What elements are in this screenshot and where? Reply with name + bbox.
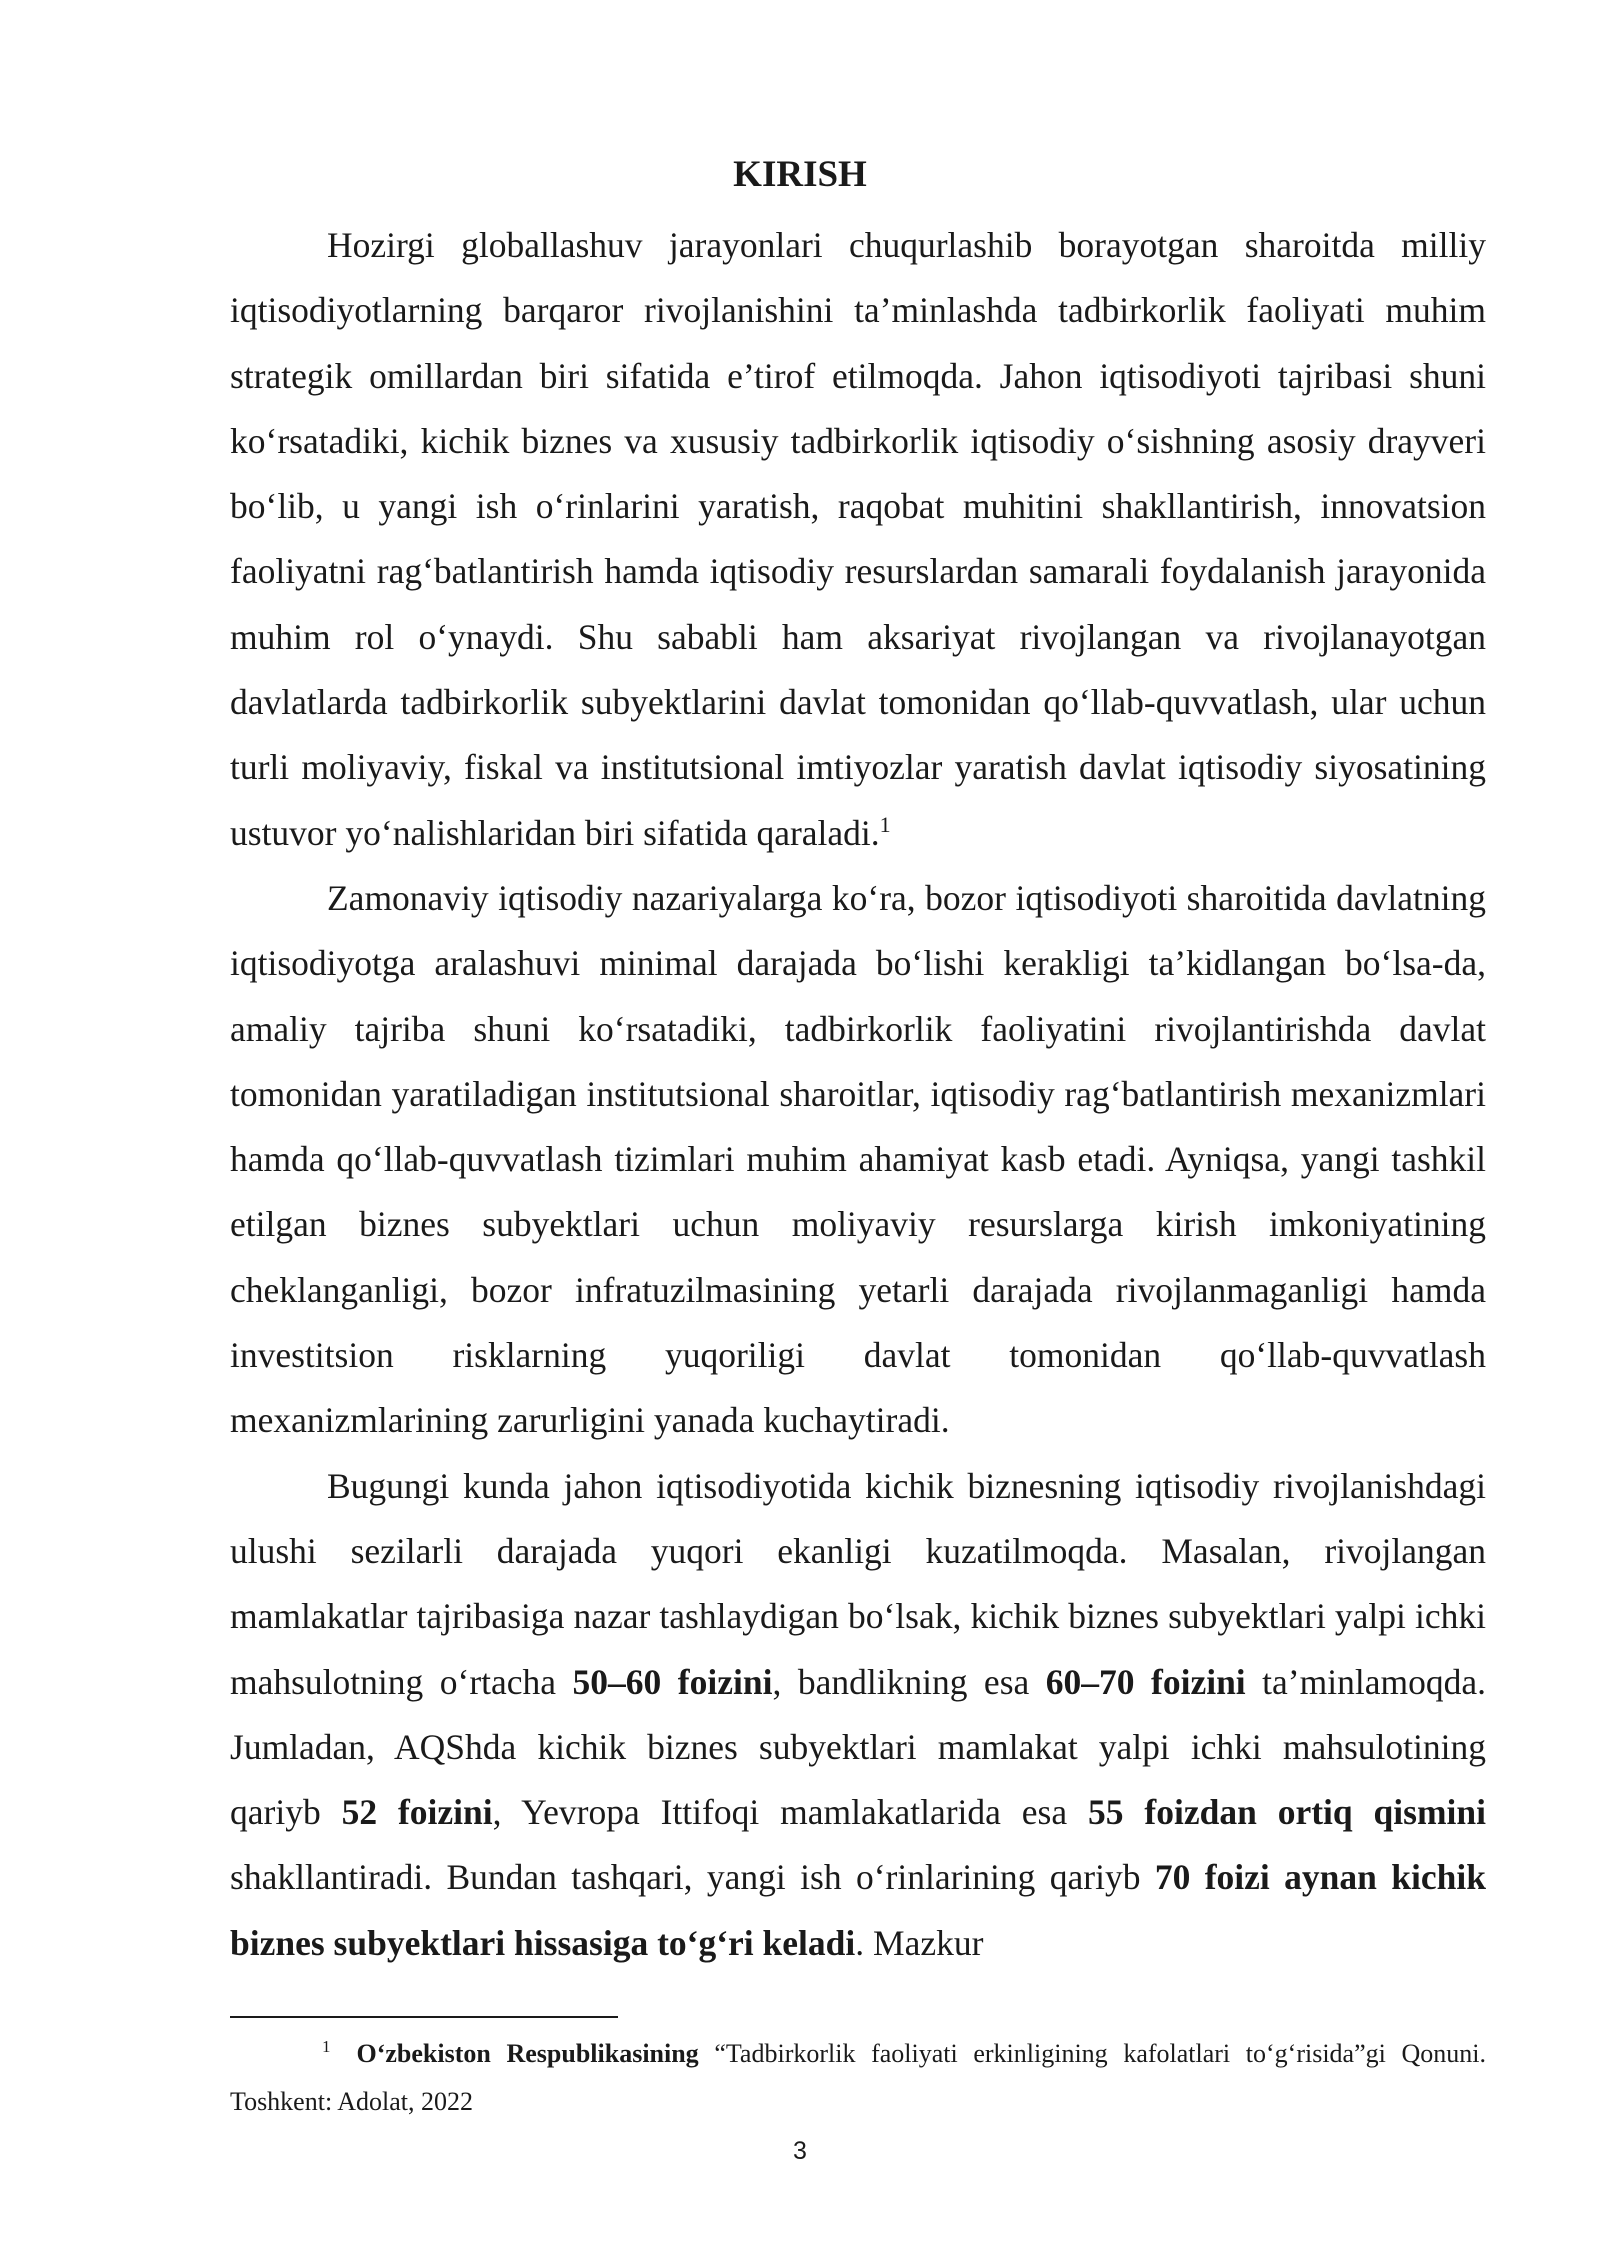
highlight-gdp-share: 50–60 foizini: [572, 1661, 773, 1702]
page-title: KIRISH: [733, 154, 867, 195]
paragraph-3-text-f: . Mazkur: [855, 1922, 984, 1963]
paragraph-3-text-d: , Yevropa Ittifoqi mamlakatlarida esa: [492, 1792, 1088, 1833]
paragraph-1: [230, 213, 1486, 866]
body-text: [230, 213, 1486, 1976]
highlight-employment-share: 60–70 foizini: [1045, 1661, 1246, 1702]
paragraph-3-text-e: shakllantiradi. Bundan tashqari, yangi ish o‘rinlarining qariyb: [230, 1857, 1155, 1898]
paragraph-3-text-b: , bandlikning esa: [772, 1661, 1046, 1702]
paragraph-2: Zamonaviy iqtisodiy nazariyalarga ko‘ra, bozor iqtisodiyoti sharoitida davlatning iqtisodiyotga aralashuvi minimal darajada bo‘lishi kerakligi ta’kidlangan bo‘lsa-da, amaliy tajriba shuni ko‘rsatadiki, tadbirkorlik faoliyatini rivojlantirishda davlat tomonidan yaratiladigan institutsional sharoitlar, iqtisodiy rag‘batlantirish mexanizmlari hamda qo‘llab-quvvatlash tizimlari muhim ahamiyat kasb etadi. Ayniqsa, yangi tashkil etilgan biznes subyektlari uchun moliyaviy resurslarga kirish imkoniyatining cheklanganligi, bozor infratuzilmasining yetarli darajada rivojlanmaganligi hamda investitsion risklarning yuqoriligi davlat tomonidan qo‘llab-quvvatlash mexanizmlarining zarurligini yanada kuchaytiradi.: [230, 877, 1486, 1441]
footnote-divider: [230, 2016, 618, 2018]
highlight-jobs-share: 70 foizi aynan kichik biznes subyektlari hissasiga to‘g‘ri keladi: [230, 1857, 1486, 1963]
footnote: [230, 2030, 1486, 2126]
highlight-usa-share: 52 foizini: [341, 1792, 493, 1833]
paragraph-3: [230, 1454, 1486, 1976]
paragraph-3-text-a: Bugungi kunda jahon iqtisodiyotida kichik biznesning iqtisodiy rivojlanishdagi ulushi sezilarli darajada yuqori ekanligi kuzatilmoqda. Masalan, rivojlangan mamlakatlar tajribasiga nazar tashlaydigan bo‘lsak, kichik biznes subyektlari yalpi ichki mahsulotning o‘rtacha: [230, 1465, 1486, 1702]
highlight-eu-share: 55 foizdan ortiq qismini: [1088, 1792, 1486, 1833]
footnote-mark: 1: [322, 2037, 331, 2057]
paragraph-1-text: Hozirgi globallashuv jarayonlari chuqurlashib borayotgan sharoitda milliy iqtisodiyotlarning barqaror rivojlanishini ta’minlashda tadbirkorlik faoliyati muhim strategik omillardan biri sifatida e’tirof etilmoqda. Jahon iqtisodiyoti tajribasi shuni ko‘rsatadiki, kichik biznes va xususiy tadbirkorlik iqtisodiy o‘sishning asosiy drayveri bo‘lib, u yangi ish o‘rinlarini yaratish, raqobat muhitini shakllantirish, innovatsion faoliyatni rag‘batlantirish hamda iqtisodiy resurslardan samarali foydalanish jarayonida muhim rol o‘ynaydi. Shu sababli ham aksariyat rivojlangan va rivojlanayotgan davlatlarda tadbirkorlik subyektlarini davlat tomonidan qo‘llab-quvvatlash, ular uchun turli moliyaviy, fiskal va institutsional imtiyozlar yaratish davlat iqtisodiy siyosatining ustuvor yo‘nalishlaridan biri sifatida qaraladi.: [230, 225, 1486, 853]
footnote-reference[interactable]: 1: [879, 811, 891, 837]
footnote-source: O‘zbekiston Respublikasining: [356, 2039, 699, 2068]
page-number: 3: [793, 2137, 807, 2165]
footnote-text: “Tadbirkorlik faoliyati erkinligining kafolatlari to‘g‘risida”gi Qonuni. Toshkent: Adolat, 2022: [230, 2039, 1486, 2116]
paragraph-3-text-c: ta’minlamoqda. Jumladan, AQShda kichik biznes subyektlari mamlakat yalpi ichki mahsulotining qariyb: [230, 1661, 1486, 1833]
